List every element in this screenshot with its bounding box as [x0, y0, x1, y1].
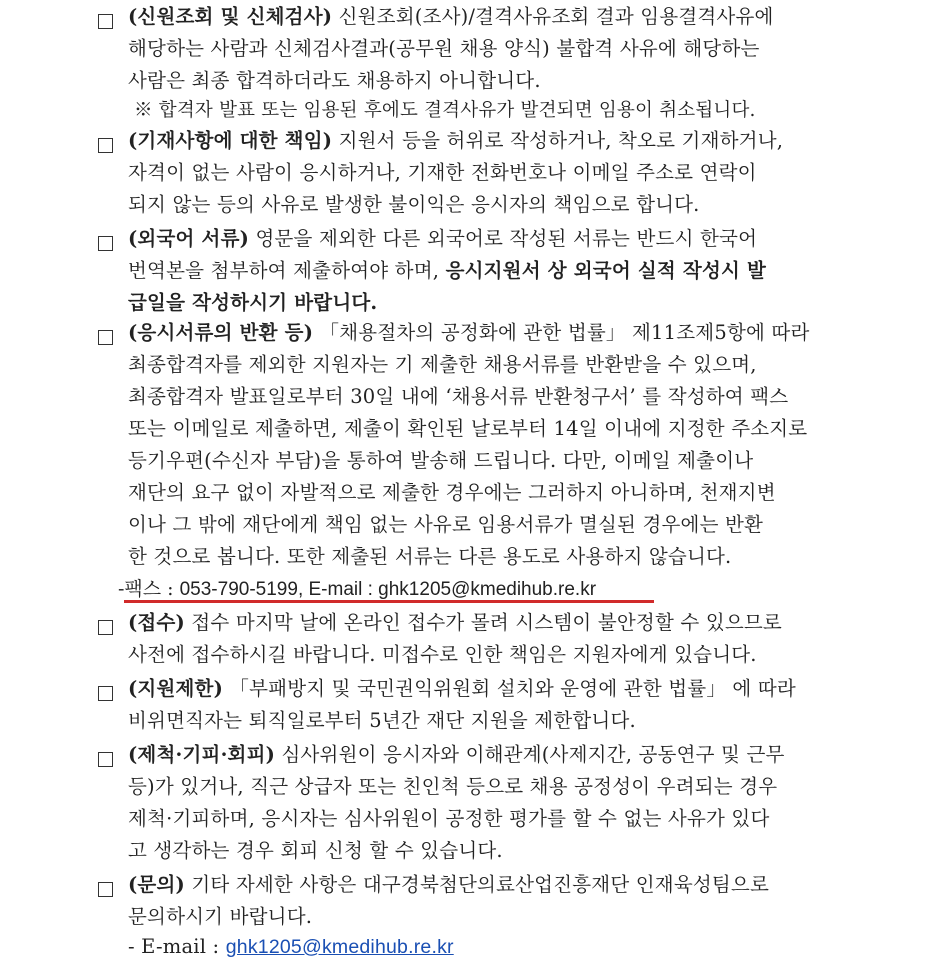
section-text-line: (제척·기피·회피) 심사위원이 응시자와 이해관계(사제지간, 공동연구 및 근무 — [128, 743, 785, 766]
inquiry-email-link[interactable]: ghk1205@kmedihub.re.kr — [225, 936, 454, 958]
section-title: (접수) — [128, 611, 185, 634]
section-title: (신원조회 및 신체검사) — [128, 5, 333, 28]
section-text-line: 최종합격자를 제외한 지원자는 기 제출한 채용서류를 반환받을 수 있으며, — [128, 353, 757, 376]
emphasis-text: 응시지원서 상 외국어 실적 작성시 발 — [445, 259, 767, 282]
section-title: (응시서류의 반환 등) — [128, 321, 314, 344]
checkbox-icon — [98, 138, 113, 153]
section-text-line: (신원조회 및 신체검사) 신원조회(조사)/결격사유조회 결과 임용결격사유에 — [128, 5, 774, 28]
fax-number: 053-790-5199 — [179, 579, 298, 600]
checkbox-icon — [98, 14, 113, 29]
section-text-line: (기재사항에 대한 책임) 지원서 등을 허위로 작성하거나, 착오로 기재하거나, — [128, 129, 784, 152]
section-title: (문의) — [128, 873, 185, 896]
checkbox-icon — [98, 236, 113, 251]
section-title: (제척·기피·회피) — [128, 743, 276, 766]
section-title: (외국어 서류) — [128, 227, 250, 250]
section-text-line: 해당하는 사람과 신체검사결과(공무원 채용 양식) 불합격 사유에 해당하는 — [128, 37, 760, 60]
checkbox-icon — [98, 686, 113, 701]
section-text-line: 사전에 접수하시길 바랍니다. 미접수로 인한 책임은 지원자에게 있습니다. — [128, 643, 757, 666]
checkbox-icon — [98, 882, 113, 897]
section-text-line: 재단의 요구 없이 자발적으로 제출한 경우에는 그러하지 아니하며, 천재지변 — [128, 481, 776, 504]
fax-contact-email[interactable]: ghk1205@kmedihub.re.kr — [378, 579, 597, 600]
section-text-line: (외국어 서류) 영문을 제외한 다른 외국어로 작성된 서류는 반드시 한국어 — [128, 227, 758, 250]
section-text-line: 사람은 최종 합격하더라도 채용하지 아니합니다. — [128, 69, 541, 92]
section-text-line: 비위면직자는 퇴직일로부터 5년간 재단 지원을 제한합니다. — [128, 709, 636, 732]
section-title: (기재사항에 대한 책임) — [128, 129, 333, 152]
checkbox-icon — [98, 330, 113, 345]
fax-contact: -팩스 : 053-790-5199, E-mail : ghk1205@kmedihub.re.kr — [118, 578, 597, 600]
section-text-line: (접수) 접수 마지막 날에 온라인 접수가 몰려 시스템이 불안정할 수 있으므로 — [128, 611, 782, 634]
inquiry-contact: - E-mail : ghk1205@kmedihub.re.kr — [128, 935, 454, 958]
section-text-line: 되지 않는 등의 사유로 발생한 불이익은 응시자의 책임으로 합니다. — [128, 193, 700, 216]
section-text-line: (문의) 기타 자세한 사항은 대구경북첨단의료산업진흥재단 인재육성팀으로 — [128, 873, 770, 896]
section-text-line: 이나 그 밖에 재단에게 책임 없는 사유로 임용서류가 멸실된 경우에는 반환 — [128, 513, 764, 536]
section-title: (지원제한) — [128, 677, 224, 700]
section-note: ※ 합격자 발표 또는 임용된 후에도 결격사유가 발견되면 임용이 취소됩니다. — [134, 100, 756, 121]
section-text-line: 한 것으로 봅니다. 또한 제출된 서류는 다른 용도로 사용하지 않습니다. — [128, 545, 732, 568]
section-text-line: (지원제한) 「부패방지 및 국민권익위원회 설치와 운영에 관한 법률」 에 따라 — [128, 677, 796, 700]
checkbox-icon — [98, 620, 113, 635]
section-text-line: 문의하시기 바랍니다. — [128, 905, 313, 928]
section-text-line: (응시서류의 반환 등) 「채용절차의 공정화에 관한 법률」 제11조제5항에 따라 — [128, 321, 810, 344]
highlight-underline — [124, 600, 654, 603]
section-text-line: 또는 이메일로 제출하면, 제출이 확인된 날로부터 14일 이내에 지정한 주소지로 — [128, 417, 808, 440]
section-text-line: 최종합격자 발표일로부터 30일 내에 ‘채용서류 반환청구서’ 를 작성하여 팩스 — [128, 385, 789, 408]
checkbox-icon — [98, 752, 113, 767]
section-text-line: 자격이 없는 사람이 응시하거나, 기재한 전화번호나 이메일 주소로 연락이 — [128, 161, 757, 184]
section-text-line: 번역본을 첨부하여 제출하여야 하며, 응시지원서 상 외국어 실적 작성시 발 — [128, 259, 767, 282]
emphasis-text: 급일을 작성하시기 바랍니다. — [128, 291, 378, 314]
section-text-line: 고 생각하는 경우 회피 신청 할 수 있습니다. — [128, 839, 503, 862]
section-text-line: 등기우편(수신자 부담)을 통하여 발송해 드립니다. 다만, 이메일 제출이나 — [128, 449, 754, 472]
section-text-line: 제척·기피하며, 응시자는 심사위원이 공정한 평가를 할 수 없는 사유가 있다 — [128, 807, 770, 830]
section-text-line: 등)가 있거나, 직근 상급자 또는 친인척 등으로 채용 공정성이 우려되는 경우 — [128, 775, 778, 798]
